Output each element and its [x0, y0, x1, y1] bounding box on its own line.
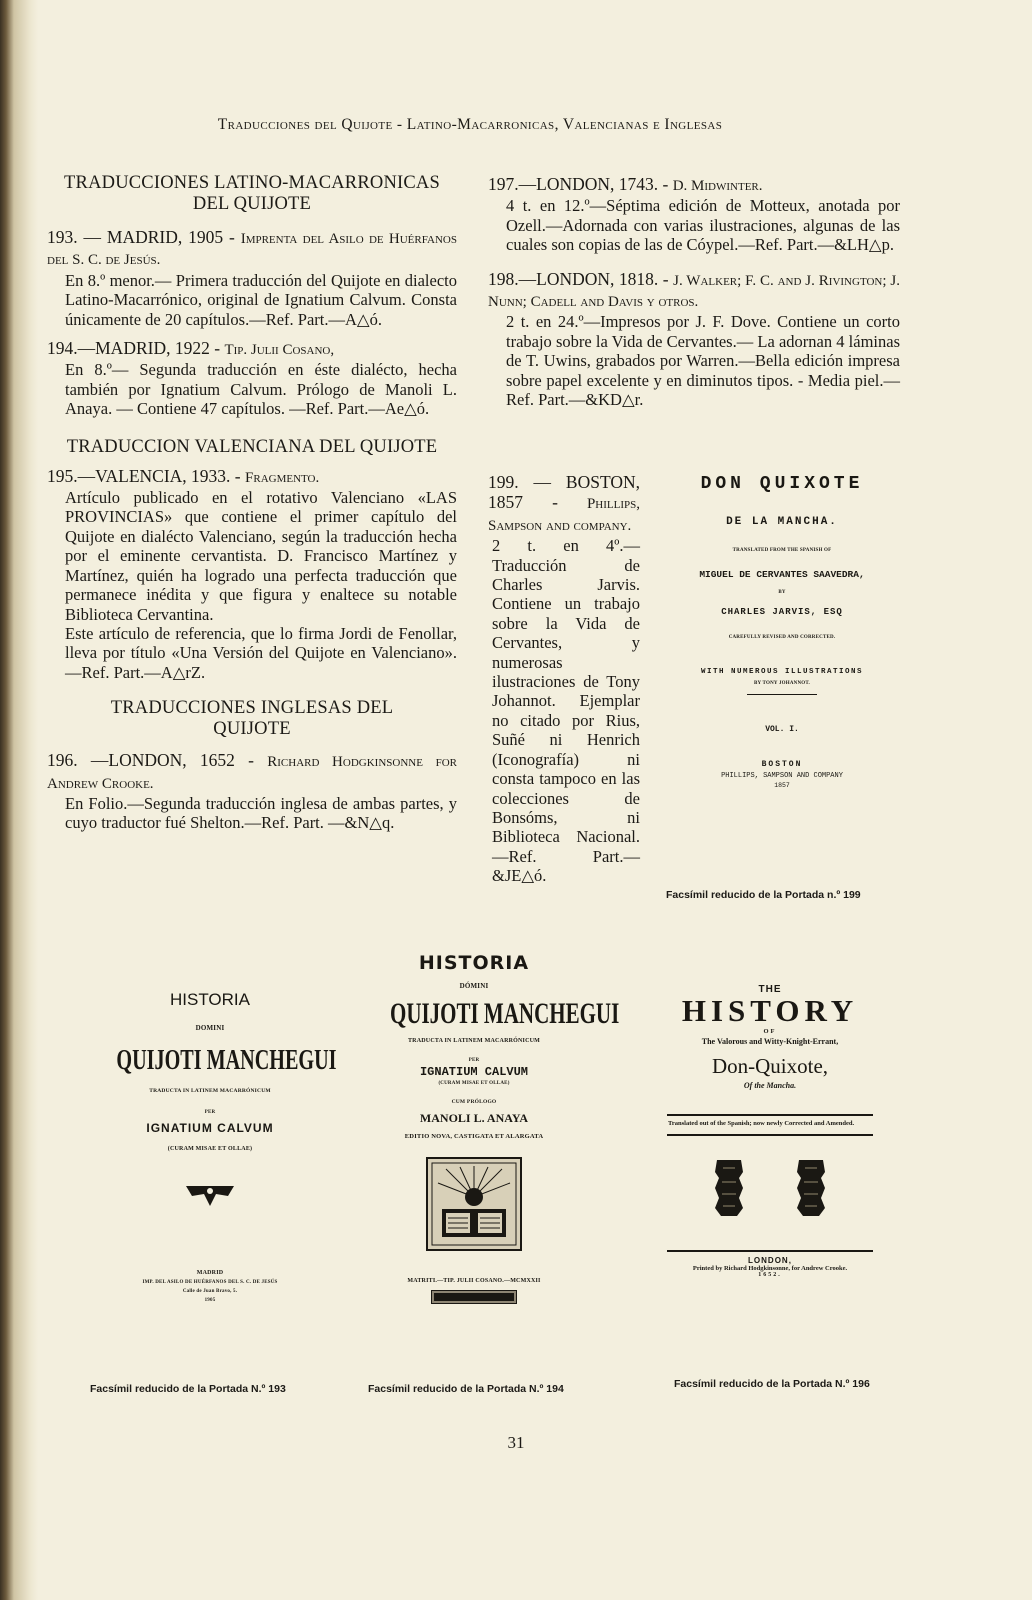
entry-196-head: 196. —LONDON, 1652 -: [47, 750, 268, 771]
section-heading-inglesas: TRADUCCIONES INGLESAS DEL QUIJOTE: [110, 698, 394, 740]
tp194-domini: DÓMINI: [459, 982, 489, 990]
tp196-city: LONDON,: [748, 1256, 792, 1265]
tp194-per: PER: [468, 1058, 480, 1063]
tp196-ornaments: [660, 1158, 880, 1218]
tp196-printer: Printed by Richard Hodgkinsonne, for Andrew Crooke.: [692, 1265, 848, 1272]
entry-193-publisher: Imprenta del Asilo de Huérfanos del S. C. de Jesús.: [47, 231, 457, 269]
tp193-domini: DOMINI: [195, 1024, 225, 1032]
tp196-year: 1652.: [758, 1272, 782, 1278]
entry-194-head: 194.—MADRID, 1922 -: [47, 338, 225, 359]
entry-197-publisher: D. Midwinter.: [672, 178, 763, 194]
tp199-translator: CHARLES JARVIS, ESQ: [721, 607, 843, 617]
page-number: 31: [507, 1433, 525, 1452]
entry-196: [47, 750, 457, 833]
section-heading-valenciana: TRADUCCION VALENCIANA DEL QUIJOTE: [66, 436, 438, 457]
tp193-city: MADRID: [196, 1270, 224, 1276]
tp199-year: 1857: [774, 782, 790, 789]
tp199-revised: CAREFULLY REVISED AND CORRECTED.: [728, 635, 836, 640]
right-column: [488, 174, 900, 418]
tp193-line: TRADUCTA IN LATINEM MACARRÓNICUM: [149, 1088, 271, 1094]
caption-196: Facsímil reducido de la Portada N.º 196: [674, 1378, 870, 1390]
tp194-stamp: [431, 1290, 517, 1304]
title-page-194: [354, 952, 620, 1304]
section-heading-latino: TRADUCCIONES LATINO-MACARRONICAS DEL QUIJOTE: [64, 173, 440, 214]
entry-198-head: 198.—LONDON, 1818. -: [488, 268, 674, 289]
tp193-note: (CURAM MISAE ET OLLAE): [167, 1146, 253, 1152]
left-column: [47, 173, 457, 842]
entry-199: [488, 472, 640, 886]
entry-197-head: 197.—LONDON, 1743. -: [488, 174, 673, 194]
caption-194: Facsímil reducido de la Portada N.º 194: [368, 1383, 564, 1395]
entry-195-publisher: Fragmento.: [245, 469, 320, 486]
entry-195-body: Artículo publicado en el rotativo Valenciano «LAS PROVINCIAS» que contiene el primer capítulo del Quijote en dialécto Valenciano, según la traducción hecha por el eminente cervantista. D. Francisco Martínez y Martínez, quién ha logrado una perfecta traducción que permanece inédita y que figura y enaltece su notable Biblioteca Cervantina.: [65, 488, 457, 624]
tp194-woodcut: [426, 1157, 522, 1251]
tp199-publisher: PHILLIPS, SAMPSON AND COMPANY: [721, 772, 843, 780]
tp196-rule-bottom: [667, 1250, 873, 1252]
tp199-title: DON QUIXOTE: [700, 474, 864, 494]
tp199-rule: [747, 694, 817, 695]
entry-199-publisher: Phillips, Sampson and company.: [488, 496, 640, 534]
tp196-title: HISTORY: [681, 993, 859, 1028]
tp194-line: TRADUCTA IN LATINEM MACARRÓNICUM: [407, 1038, 540, 1044]
tp194-author: IGNATIUM CALVUM: [419, 1065, 529, 1079]
tp196-ornament-right: [795, 1158, 827, 1218]
tp196-name: Don-Quixote,: [711, 1054, 829, 1078]
tp199-translated: TRANSLATED FROM THE SPANISH OF: [732, 548, 832, 553]
entry-198: [488, 269, 900, 410]
entry-194-publisher: Tip. Julii Cosano,: [224, 342, 335, 359]
tp199-author: MIGUEL DE CERVANTES SAAVEDRA,: [699, 569, 865, 580]
tp196-rule-top: [667, 1114, 873, 1116]
tp196-of-mancha: Of the Mancha.: [743, 1081, 797, 1090]
tp194-note: (CURAM MISAE ET OLLAE): [438, 1081, 510, 1086]
tp199-vol: VOL. I.: [765, 725, 799, 734]
entry-197: [488, 174, 900, 255]
entry-195-head: 195.—VALENCIA, 1933. -: [47, 465, 246, 486]
tp196-of: OF: [763, 1028, 777, 1035]
tp196-ornament-left: [713, 1158, 745, 1218]
tp194-name: QUIJOTI MANCHEGUI: [390, 997, 620, 1030]
title-page-196: [660, 984, 880, 1278]
tp193-address: Calle de Juan Bravo, 5.: [182, 1289, 238, 1294]
entry-197-body: 4 t. en 12.º—Séptima edición de Motteux, anotada por Ozell.—Adornada con varias ilustraciones, algunas de las cuales son copias de las de Cóypel.—Ref. Part.—&LH△p.: [506, 196, 900, 255]
entry-195: [47, 466, 457, 682]
book-gutter: [0, 0, 38, 1600]
entry-199-head: 199. — BOSTON, 1857 -: [488, 472, 640, 513]
title-page-199: [662, 474, 902, 789]
entry-194: [47, 338, 457, 419]
tp194-cum: CUM PRÓLOGO: [451, 1099, 497, 1105]
entry-196-body: En Folio.—Segunda traducción inglesa de ambas partes, y cuyo traductor fué Shelton.—Ref. Part. —&N△q.: [65, 793, 457, 833]
title-page-193: [80, 990, 340, 1305]
entry-193-head: 193. — MADRID, 1905 -: [47, 227, 241, 247]
tp194-prologo: MANOLI L. ANAYA: [419, 1111, 529, 1125]
tp193-title: HISTORIA: [170, 990, 250, 1009]
tp193-year: 1905: [204, 1298, 216, 1303]
tp193-author: IGNATIUM CALVUM: [146, 1121, 274, 1135]
tp194-title: HISTORIA: [418, 952, 530, 974]
tp196-sub: The Valorous and Witty-Knight-Errant,: [701, 1037, 839, 1046]
tp194-imprint: MATRITI.—TIP. JULII COSANO.—MCMXXII: [407, 1278, 541, 1284]
tp199-city: BOSTON: [761, 760, 803, 769]
tp199-subtitle: DE LA MANCHA.: [726, 516, 838, 528]
entry-193: [47, 227, 457, 329]
entry-198-body: 2 t. en 24.º—Impresos por J. F. Dove. Contiene un corto trabajo sobre la Vida de Cervantes.— La adornan 4 láminas de T. Uwins, grabados por Warren.—Bella edición impresa sobre papel excelente y en diminutos tipos. - Media piel.— Ref. Part.—&KD△r.: [506, 312, 900, 410]
caption-193: Facsímil reducido de la Portada N.º 193: [90, 1383, 286, 1395]
tp193-ornament: [80, 1182, 340, 1213]
tp199-by: BY: [778, 590, 786, 595]
tp193-name: QUIJOTI MANCHEGUI: [116, 1045, 337, 1076]
entry-199-body: 2 t. en 4º.— Traducción de Charles Jarvis. Contiene un trabajo sobre la Vida de Cervantes, y numerosas ilustraciones de Tony Johannot. Ejemplar no citado por Rius, Suñé ni Henrich (Iconografía) ni consta tampoco en las colecciones de Bonsóms, ni Biblioteca Nacional.—Ref. Part.— &JE△ó.: [492, 536, 640, 886]
tp193-per: PER: [204, 1110, 216, 1115]
tp196-translated: Translated out of the Spanish; now newly Corrected and Amended.: [668, 1120, 855, 1127]
entry-195-body-2: Este artículo de referencia, que lo firma Jordi de Fenollar, lleva por título «Una Versión del Quijote en Valenciano».—Ref. Part.—A△rZ.: [65, 623, 457, 682]
tp196-rule-mid: [667, 1134, 873, 1136]
entry-196-publisher: Richard Hodgkinsonne for Andrew Crooke.: [47, 754, 457, 792]
tp193-printer: IMP. DEL ASILO DE HUÉRFANOS DEL S. C. DE JESÚS: [142, 1280, 278, 1285]
tp199-illus-by: BY TONY JOHANNOT.: [754, 681, 810, 686]
entry-193-body: En 8.º menor.— Primera traducción del Quijote en dialecto Latino-Macarrónico, original de Ignatium Calvum. Consta únicamente de 20 capítulos.—Ref. Part.—A△ó.: [65, 270, 457, 329]
caption-199: Facsímil reducido de la Portada n.º 199: [666, 889, 861, 901]
running-head: Traducciones del Quijote - Latino-Macarronicas, Valencianas e Inglesas: [217, 116, 723, 133]
tp194-edition: EDITIO NOVA, CASTIGATA ET ALARGATA: [404, 1133, 544, 1140]
tp196-the: THE: [758, 984, 782, 995]
tp199-illus: WITH NUMEROUS ILLUSTRATIONS: [700, 668, 864, 676]
entry-194-body: En 8.º— Segunda traducción en éste dialécto, hecha también por Ignatium Calvum. Prólogo de Manoli L. Anaya. — Contiene 47 capítulos. —Ref. Part.—Ae△ó.: [65, 360, 457, 419]
entry-198-publisher: J. Walker; F. C. and J. Rivington; J. Nunn; Cadell and Davis y otros.: [488, 272, 900, 311]
